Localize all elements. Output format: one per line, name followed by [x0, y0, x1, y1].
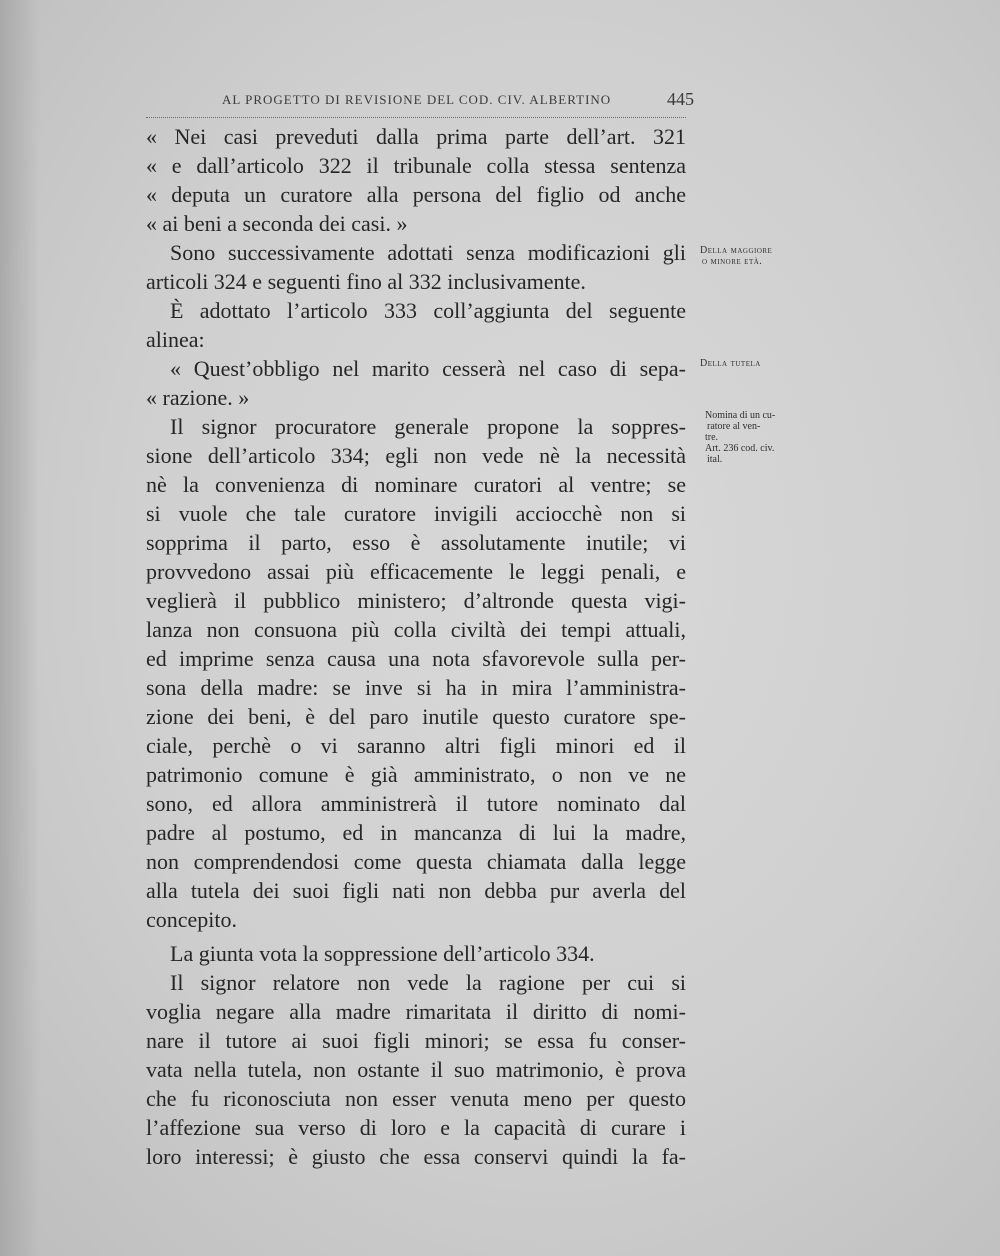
- text-line: si vuole che tale curatore invigili acciocchè non si: [146, 501, 686, 526]
- margin-note-line: o minore età.: [702, 256, 763, 267]
- margin-note-maggiore-eta: [700, 245, 810, 267]
- running-header: [222, 89, 694, 114]
- text-line: nè la convenienza di nominare curatori al ventre; se: [146, 472, 686, 497]
- text-line: provvedono assai più efficacemente le leggi penali, e: [146, 559, 686, 584]
- text-line: « Quest’obbligo nel marito cesserà nel caso di sepa-: [170, 356, 686, 381]
- margin-note-line: Nomina di un cu-: [705, 410, 776, 421]
- text-line: voglia negare alla madre rimaritata il diritto di nomi-: [146, 999, 686, 1024]
- text-line: sono, ed allora amministrerà il tutore nominato dal: [146, 791, 686, 816]
- margin-note-line: Art. 236 cod. civ.: [705, 443, 775, 454]
- text-line: concepito.: [146, 907, 238, 932]
- text-line: zione dei beni, è del paro inutile questo curatore spe-: [146, 704, 686, 729]
- text-line: « razione. »: [146, 385, 250, 410]
- running-header-title: AL PROGETTO DI REVISIONE DEL COD. CIV. ALBERTINO: [222, 92, 612, 107]
- text-line: articoli 324 e seguenti fino al 332 inclusivamente.: [146, 269, 586, 294]
- margin-note-line: ital.: [707, 454, 723, 465]
- margin-note-line: Della tutela: [700, 358, 761, 369]
- text-line: « Nei casi preveduti dalla prima parte dell’art. 321: [146, 124, 686, 149]
- text-line: non comprendendosi come questa chiamata dalla legge: [146, 849, 686, 874]
- margin-note-line: ratore al ven-: [707, 421, 761, 432]
- margin-note-line: tre.: [705, 432, 719, 443]
- text-line: nare il tutore ai suoi figli minori; se essa fu conser-: [146, 1028, 686, 1053]
- text-line: patrimonio comune è già amministrato, o non ve ne: [146, 762, 686, 787]
- page-number: 445: [667, 89, 694, 109]
- text-line: « deputa un curatore alla persona del figlio od anche: [146, 182, 686, 207]
- text-line: La giunta vota la soppressione dell’articolo 334.: [170, 941, 595, 966]
- text-line: lanza non consuona più colla civiltà dei tempi attuali,: [146, 617, 686, 642]
- text-line: ciale, perchè o vi saranno altri figli minori ed il: [146, 733, 686, 758]
- text-line: padre al postumo, ed in mancanza di lui la madre,: [146, 820, 686, 845]
- text-line: alla tutela dei suoi figli nati non debba pur averla del: [146, 878, 686, 903]
- text-line: sione dell’articolo 334; egli non vede nè la necessità: [146, 443, 686, 468]
- text-line: veglierà il pubblico ministero; d’altronde questa vigi-: [146, 588, 686, 613]
- margin-note-curatore-ventre: [705, 410, 815, 465]
- text-line: Il signor procuratore generale propone la soppres-: [170, 414, 686, 439]
- text-line: Sono successivamente adottati senza modificazioni gli: [170, 240, 686, 265]
- text-line: È adottato l’articolo 333 coll’aggiunta del seguente: [170, 298, 686, 323]
- text-line: alinea:: [146, 327, 205, 352]
- text-line: sopprima il parto, esso è assolutamente inutile; vi: [146, 530, 686, 555]
- text-line: l’affezione sua verso di loro e la capacità di curare i: [146, 1115, 686, 1140]
- text-line: Il signor relatore non vede la ragione per cui si: [170, 970, 686, 995]
- page-gutter-shadow: [0, 0, 40, 1256]
- text-line: ed imprime senza causa una nota sfavorevole sulla per-: [146, 646, 686, 671]
- body-text: [146, 122, 686, 1171]
- text-line: vata nella tutela, non ostante il suo matrimonio, è prova: [146, 1057, 686, 1082]
- text-line: che fu riconosciuta non esser venuta meno per questo: [146, 1086, 686, 1111]
- margin-note-line: Della maggiore: [700, 245, 773, 256]
- text-line: « e dall’articolo 322 il tribunale colla stessa sentenza: [146, 153, 686, 178]
- header-rule: [146, 117, 686, 118]
- margin-note-tutela: [700, 358, 810, 369]
- text-line: sona della madre: se inve si ha in mira l’amministra-: [146, 675, 686, 700]
- text-line: loro interessi; è giusto che essa conservi quindi la fa-: [146, 1144, 686, 1169]
- text-line: « ai beni a seconda dei casi. »: [146, 211, 408, 236]
